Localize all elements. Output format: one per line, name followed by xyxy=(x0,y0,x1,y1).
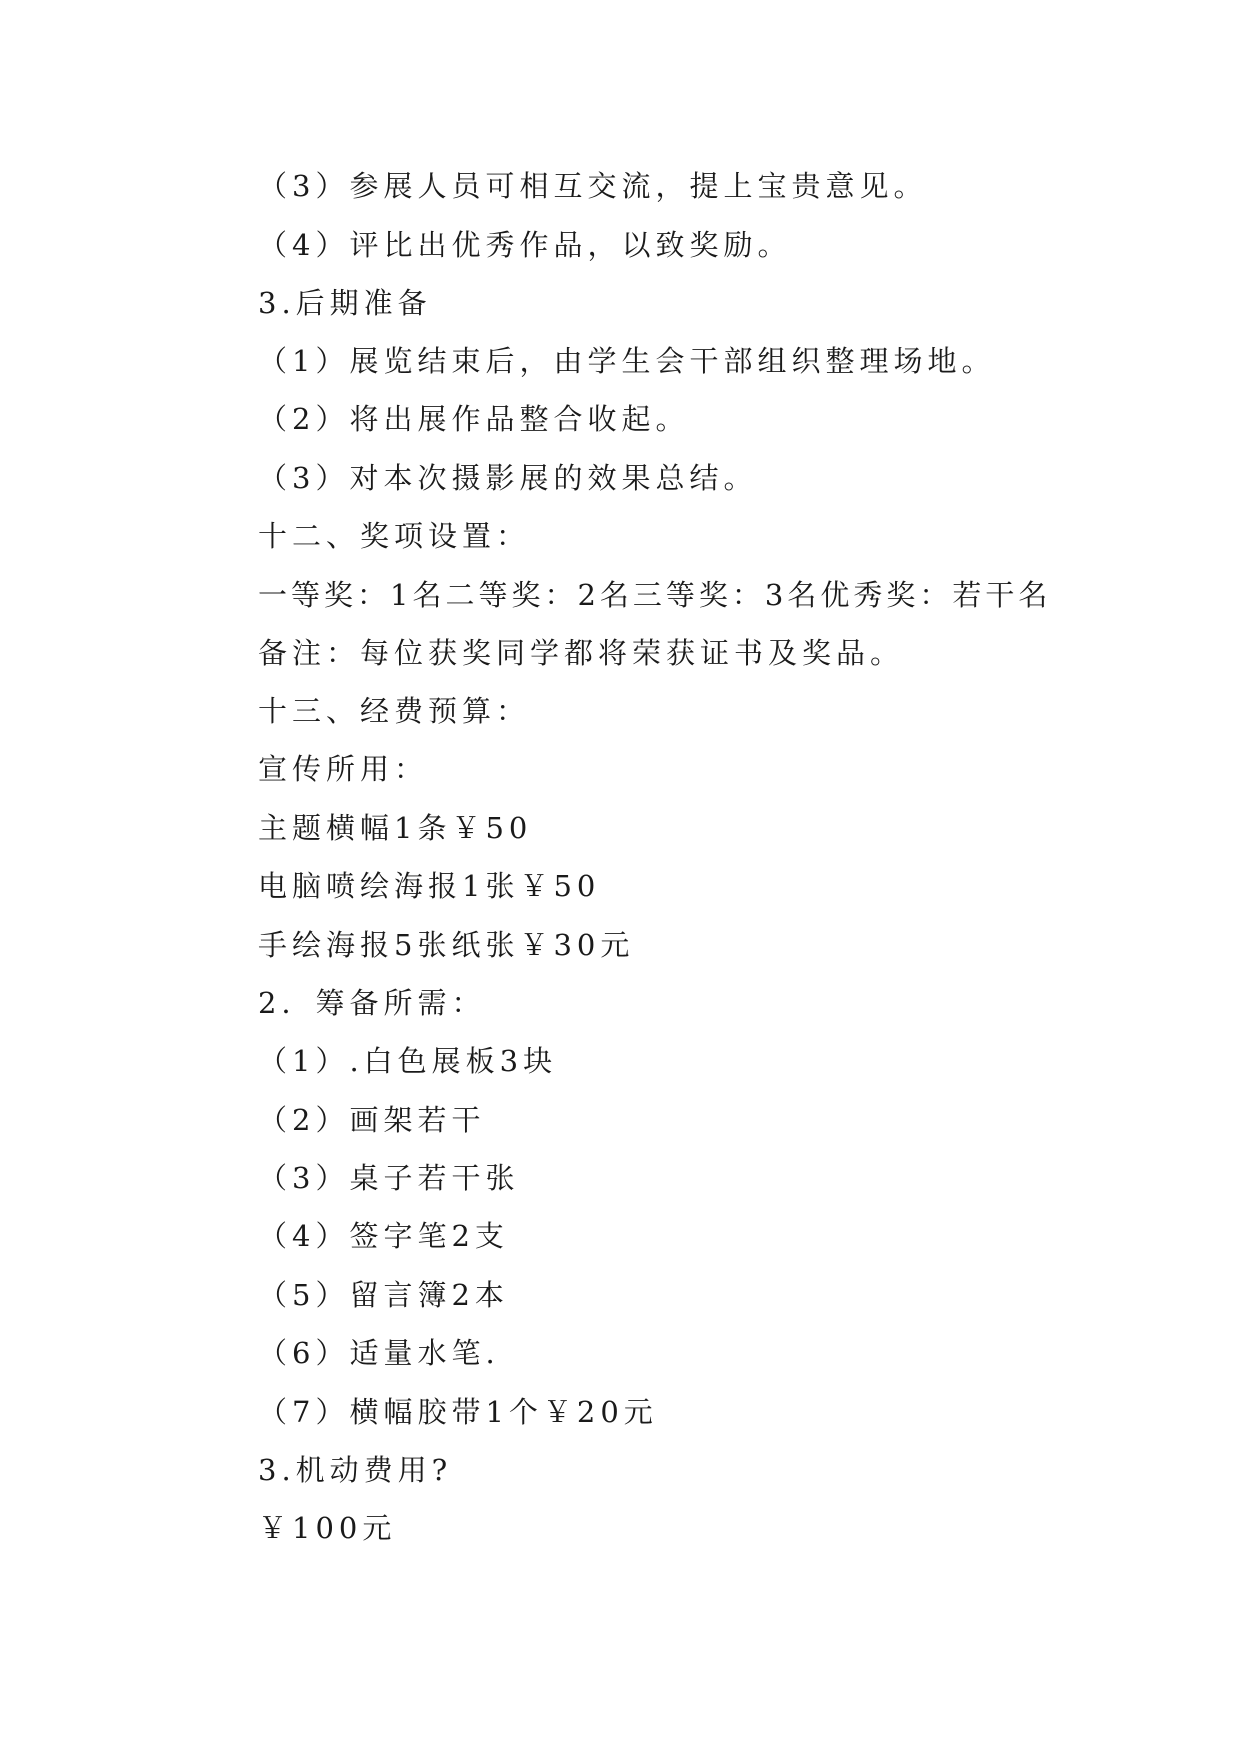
text-line: 一等奖：1名二等奖：2名三等奖：3名优秀奖：若干名 xyxy=(258,578,1052,612)
list-item: （6）适量水笔. xyxy=(258,1336,500,1370)
budget-item: 电脑喷绘海报1张￥50 xyxy=(258,869,601,903)
budget-item: ￥100元 xyxy=(258,1511,397,1545)
list-item: （2）画架若干 xyxy=(258,1103,486,1137)
list-item: （5）留言簿2本 xyxy=(258,1278,509,1312)
text-line: 宣传所用： xyxy=(258,752,429,786)
section-heading: 十三、经费预算： xyxy=(258,694,531,728)
text-line: （3）参展人员可相互交流，提上宝贵意见。 xyxy=(258,169,928,203)
list-item: （1）.白色展板3块 xyxy=(258,1044,558,1078)
text-line: （3）对本次摄影展的效果总结。 xyxy=(258,461,758,495)
text-line: （4）评比出优秀作品，以致奖励。 xyxy=(258,228,792,262)
budget-item: 手绘海报5张纸张￥30元 xyxy=(258,928,635,962)
section-heading: 3.机动费用? xyxy=(258,1453,453,1487)
budget-item: 主题横幅1条￥50 xyxy=(258,811,533,845)
text-line: （2）将出展作品整合收起。 xyxy=(258,402,690,436)
section-heading: 3.后期准备 xyxy=(258,286,432,320)
section-heading: 2．筹备所需： xyxy=(258,986,486,1020)
text-line: （1）展览结束后，由学生会干部组织整理场地。 xyxy=(258,344,996,378)
list-item: （7）横幅胶带1个￥20元 xyxy=(258,1395,658,1429)
text-line: 备注：每位获奖同学都将荣获证书及奖品。 xyxy=(258,636,905,670)
list-item: （3）桌子若干张 xyxy=(258,1161,520,1195)
list-item: （4）签字笔2支 xyxy=(258,1219,509,1253)
section-heading: 十二、奖项设置： xyxy=(258,519,531,553)
